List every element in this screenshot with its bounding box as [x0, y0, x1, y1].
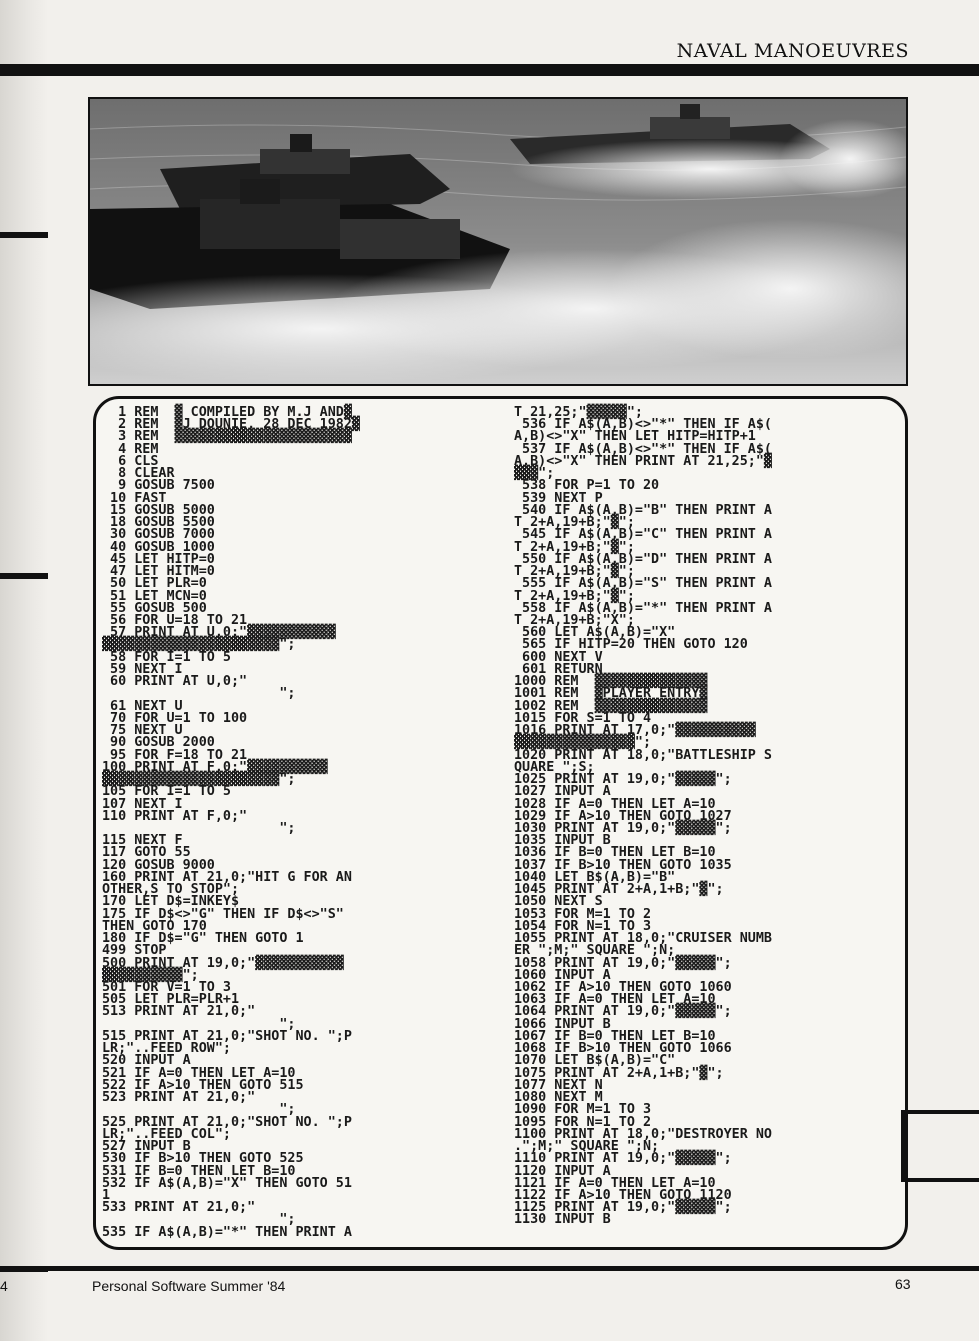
code-line: 523 PRINT AT 21,0;": [102, 1090, 256, 1106]
code-line: ";: [102, 1212, 296, 1228]
code-line: T 2+A,19+B;"▓";: [514, 564, 635, 580]
code-line: 1036 IF B=0 THEN LET B=10: [514, 845, 716, 861]
code-line: 1066 INPUT B: [514, 1016, 611, 1032]
code-line: 527 INPUT B: [102, 1139, 191, 1155]
code-line: 160 PRINT AT 21,0;"HIT G FOR AN: [102, 869, 352, 885]
code-line: 560 LET A$(A,B)="X": [514, 625, 676, 641]
code-line: 515 PRINT AT 21,0;"SHOT NO. ";P: [102, 1028, 352, 1044]
code-line: 1060 INPUT A: [514, 967, 611, 983]
code-line: 10 FAST: [102, 490, 167, 506]
code-line: 1120 INPUT A: [514, 1163, 611, 1179]
edge-mark: [0, 573, 48, 579]
code-line: ";: [102, 1016, 296, 1032]
code-line: 530 IF B>10 THEN GOTO 525: [102, 1151, 304, 1167]
header-rule: [0, 64, 979, 76]
code-line: 6 CLS: [102, 453, 159, 469]
boats-photo: [88, 97, 908, 386]
code-line: 1122 IF A>10 THEN GOTO 1120: [514, 1188, 732, 1203]
code-line: 1077 NEXT N: [514, 1077, 603, 1093]
code-line: 1110 PRINT AT 19,0;"▓▓▓▓▓";: [514, 1151, 732, 1167]
code-line: 30 GOSUB 7000: [102, 527, 215, 543]
code-line: T 21,25;"▓▓▓▓▓";: [514, 405, 643, 420]
footer-rule: [0, 1266, 979, 1271]
code-line: ▓▓▓▓▓▓▓▓▓▓▓▓▓▓▓▓▓▓▓▓▓▓";: [102, 772, 296, 788]
code-line: OTHER,S TO STOP";: [102, 882, 240, 898]
code-line: 545 IF A$(A,B)="C" THEN PRINT A: [514, 527, 772, 543]
code-line: 107 NEXT I: [102, 796, 183, 812]
code-line: 60 PRINT AT U,0;": [102, 674, 248, 690]
code-line: 513 PRINT AT 21,0;": [102, 1004, 256, 1020]
code-line: 1130 INPUT B: [514, 1212, 611, 1228]
code-line: 531 IF B=0 THEN LET B=10: [102, 1163, 296, 1179]
code-line: THEN GOTO 170: [102, 918, 207, 934]
code-line: 539 NEXT P: [514, 490, 603, 506]
code-line: ▓▓▓▓▓▓▓▓▓▓▓▓▓▓▓▓▓▓▓▓▓▓";: [102, 637, 296, 653]
code-line: ";: [102, 820, 296, 836]
code-line: 1020 PRINT AT 18,0;"BATTLESHIP S: [514, 747, 772, 763]
listing-right-column: [514, 407, 902, 1227]
code-line: 600 NEXT V: [514, 649, 603, 665]
adjacent-page-edge: [0, 0, 48, 1341]
code-line: 1045 PRINT AT 2+A,1+B;"▓";: [514, 882, 724, 898]
code-line: 1016 PRINT AT 17,0;"▓▓▓▓▓▓▓▓▓▓: [514, 723, 756, 739]
code-line: 555 IF A$(A,B)="S" THEN PRINT A: [514, 576, 772, 592]
code-line: 47 LET HITM=0: [102, 564, 215, 580]
code-line: 1: [102, 1188, 111, 1203]
code-line: 61 NEXT U: [102, 698, 183, 714]
code-line: 521 IF A=0 THEN LET A=10: [102, 1065, 296, 1081]
code-line: A,B)<>"X" THEN PRINT AT 21,25;"▓: [514, 453, 772, 469]
code-line: ▓▓▓";: [514, 466, 555, 482]
code-line: LR;"..FEED COL";: [102, 1126, 231, 1142]
code-line: 499 STOP: [102, 943, 167, 959]
code-line: 1 REM ▓ COMPILED BY M.J AND▓: [102, 405, 352, 420]
code-line: .";M;" SQUARE ";N;: [514, 1139, 660, 1155]
code-line: 75 NEXT U: [102, 723, 183, 739]
publication-name: Personal Software Summer '84: [92, 1278, 286, 1294]
code-line: 120 GOSUB 9000: [102, 857, 215, 873]
code-line: 1015 FOR S=1 TO 4: [514, 710, 652, 726]
code-line: 3 REM ▓▓▓▓▓▓▓▓▓▓▓▓▓▓▓▓▓▓▓▓▓▓: [102, 429, 352, 445]
code-line: 40 GOSUB 1000: [102, 539, 215, 555]
code-line: 100 PRINT AT F,0;"▓▓▓▓▓▓▓▓▓▓: [102, 759, 328, 775]
page-header-title: NAVAL MANOEUVRES: [676, 40, 909, 62]
code-line: 538 FOR P=1 TO 20: [514, 478, 660, 494]
code-line: 90 GOSUB 2000: [102, 735, 215, 751]
code-line: 1075 PRINT AT 2+A,1+B;"▓";: [514, 1065, 724, 1081]
code-line: 110 PRINT AT F,0;": [102, 808, 248, 824]
code-line: 1025 PRINT AT 19,0;"▓▓▓▓▓";: [514, 772, 732, 788]
code-line: 50 LET PLR=0: [102, 576, 207, 592]
code-line: 175 IF D$<>"G" THEN IF D$<>"S": [102, 906, 344, 922]
code-line: 525 PRINT AT 21,0;"SHOT NO. ";P: [102, 1114, 352, 1130]
code-line: 540 IF A$(A,B)="B" THEN PRINT A: [514, 502, 772, 518]
code-line: 59 NEXT I: [102, 661, 183, 677]
code-line: 565 IF HITP=20 THEN GOTO 120: [514, 637, 748, 653]
code-line: 1125 PRINT AT 19,0;"▓▓▓▓▓";: [514, 1200, 732, 1216]
code-line: 501 FOR V=1 TO 3: [102, 980, 231, 996]
code-line: QUARE ";S;: [514, 759, 595, 775]
code-line: T 2+A,19+B;"▓";: [514, 515, 635, 531]
code-line: 180 IF D$="G" THEN GOTO 1: [102, 931, 304, 947]
code-line: 1054 FOR N=1 TO 3: [514, 918, 652, 934]
page-edge-mark: [901, 1110, 905, 1180]
page-edge-mark: [901, 1110, 979, 1114]
code-line: 532 IF A$(A,B)="X" THEN GOTO 51: [102, 1175, 352, 1191]
code-line: LR;"..FEED ROW";: [102, 1041, 231, 1057]
code-line: 1100 PRINT AT 18,0;"DESTROYER NO: [514, 1126, 772, 1142]
code-line: 1121 IF A=0 THEN LET A=10: [514, 1175, 716, 1191]
code-line: 45 LET HITP=0: [102, 551, 215, 567]
code-line: T 2+A,19+B;"▓";: [514, 588, 635, 604]
code-line: 500 PRINT AT 19,0;"▓▓▓▓▓▓▓▓▓▓▓: [102, 955, 344, 971]
code-line: 536 IF A$(A,B)<>"*" THEN IF A$(: [514, 417, 772, 433]
code-line: 520 INPUT A: [102, 1053, 191, 1069]
code-line: 1064 PRINT AT 19,0;"▓▓▓▓▓";: [514, 1004, 732, 1020]
code-line: 1055 PRINT AT 18,0;"CRUISER NUMB: [514, 931, 772, 947]
code-line: 1037 IF B>10 THEN GOTO 1035: [514, 857, 732, 873]
code-line: 1035 INPUT B: [514, 833, 611, 849]
code-line: 1058 PRINT AT 19,0;"▓▓▓▓▓";: [514, 955, 732, 971]
listing-left-column: [102, 407, 490, 1239]
code-line: 1000 REM ▓▓▓▓▓▓▓▓▓▓▓▓▓▓: [514, 674, 708, 690]
code-line: 4 REM: [102, 441, 159, 457]
code-line: 95 FOR F=18 TO 21: [102, 747, 248, 763]
code-line: A,B)<>"X" THEN LET HITP=HITP+1: [514, 429, 756, 445]
patrol-boats-illustration: [90, 99, 906, 384]
code-line: 537 IF A$(A,B)<>"*" THEN IF A$(: [514, 441, 772, 457]
program-listing: [93, 396, 908, 1250]
code-line: 1090 FOR M=1 TO 3: [514, 1102, 652, 1118]
code-line: 1053 FOR M=1 TO 2: [514, 906, 652, 922]
code-line: ";: [102, 686, 296, 702]
code-line: 56 FOR U=18 TO 21: [102, 612, 248, 628]
code-line: T 2+A,19+B;"▓";: [514, 539, 635, 555]
code-line: T 2+A,19+B;"X";: [514, 612, 635, 628]
code-line: 105 FOR I=1 TO 5: [102, 784, 231, 800]
code-line: 51 LET MCN=0: [102, 588, 207, 604]
code-line: 535 IF A$(A,B)="*" THEN PRINT A: [102, 1224, 352, 1240]
code-line: ▓▓▓▓▓▓▓▓▓▓▓▓▓▓▓";: [514, 735, 652, 751]
code-line: 57 PRINT AT U,0;"▓▓▓▓▓▓▓▓▓▓▓: [102, 625, 336, 641]
code-line: ER ";M;" SQUARE ";N;: [514, 943, 676, 959]
code-line: 9 GOSUB 7500: [102, 478, 215, 494]
code-line: 1027 INPUT A: [514, 784, 611, 800]
code-line: 505 LET PLR=PLR+1: [102, 992, 240, 1008]
code-line: 1001 REM ▓PLAYER ENTRY▓: [514, 686, 708, 702]
code-line: ";: [102, 1102, 296, 1118]
code-line: 1068 IF B>10 THEN GOTO 1066: [514, 1041, 732, 1057]
code-line: 1070 LET B$(A,B)="C": [514, 1053, 676, 1069]
code-line: 70 FOR U=1 TO 100: [102, 710, 248, 726]
code-line: 115 NEXT F: [102, 833, 183, 849]
code-line: 117 GOTO 55: [102, 845, 191, 861]
code-line: 550 IF A$(A,B)="D" THEN PRINT A: [514, 551, 772, 567]
adjacent-page-number: 4: [0, 1278, 8, 1294]
code-line: 522 IF A>10 THEN GOTO 515: [102, 1077, 304, 1093]
code-line: 1063 IF A=0 THEN LET A=10: [514, 992, 716, 1008]
code-line: ▓▓▓▓▓▓▓▓▓▓";: [102, 967, 199, 983]
page-edge-mark: [901, 1178, 979, 1182]
code-line: 170 LET D$=INKEY$: [102, 894, 240, 910]
edge-mark: [0, 232, 48, 238]
code-line: 601 RETURN: [514, 661, 603, 677]
code-line: 8 CLEAR: [102, 466, 175, 482]
code-line: 1080 NEXT M: [514, 1090, 603, 1106]
code-line: 1050 NEXT S: [514, 894, 603, 910]
code-line: 58 FOR I=1 TO 5: [102, 649, 231, 665]
code-line: 2 REM ▓J DOUNIE, 28 DEC 1982▓: [102, 417, 360, 433]
code-line: 1030 PRINT AT 19,0;"▓▓▓▓▓";: [514, 820, 732, 836]
code-line: 15 GOSUB 5000: [102, 502, 215, 518]
code-line: 1062 IF A>10 THEN GOTO 1060: [514, 980, 732, 996]
code-line: 533 PRINT AT 21,0;": [102, 1200, 256, 1216]
code-line: 18 GOSUB 5500: [102, 515, 215, 531]
code-line: 1028 IF A=0 THEN LET A=10: [514, 796, 716, 812]
code-line: 1029 IF A>10 THEN GOTO 1027: [514, 808, 732, 824]
page-number: 63: [895, 1276, 911, 1292]
code-line: 1095 FOR N=1 TO 2: [514, 1114, 652, 1130]
code-line: 558 IF A$(A,B)="*" THEN PRINT A: [514, 600, 772, 616]
code-line: 55 GOSUB 500: [102, 600, 207, 616]
code-line: 1002 REM ▓▓▓▓▓▓▓▓▓▓▓▓▓▓: [514, 698, 708, 714]
code-line: 1067 IF B=0 THEN LET B=10: [514, 1028, 716, 1044]
code-line: 1040 LET B$(A,B)="B": [514, 869, 676, 885]
